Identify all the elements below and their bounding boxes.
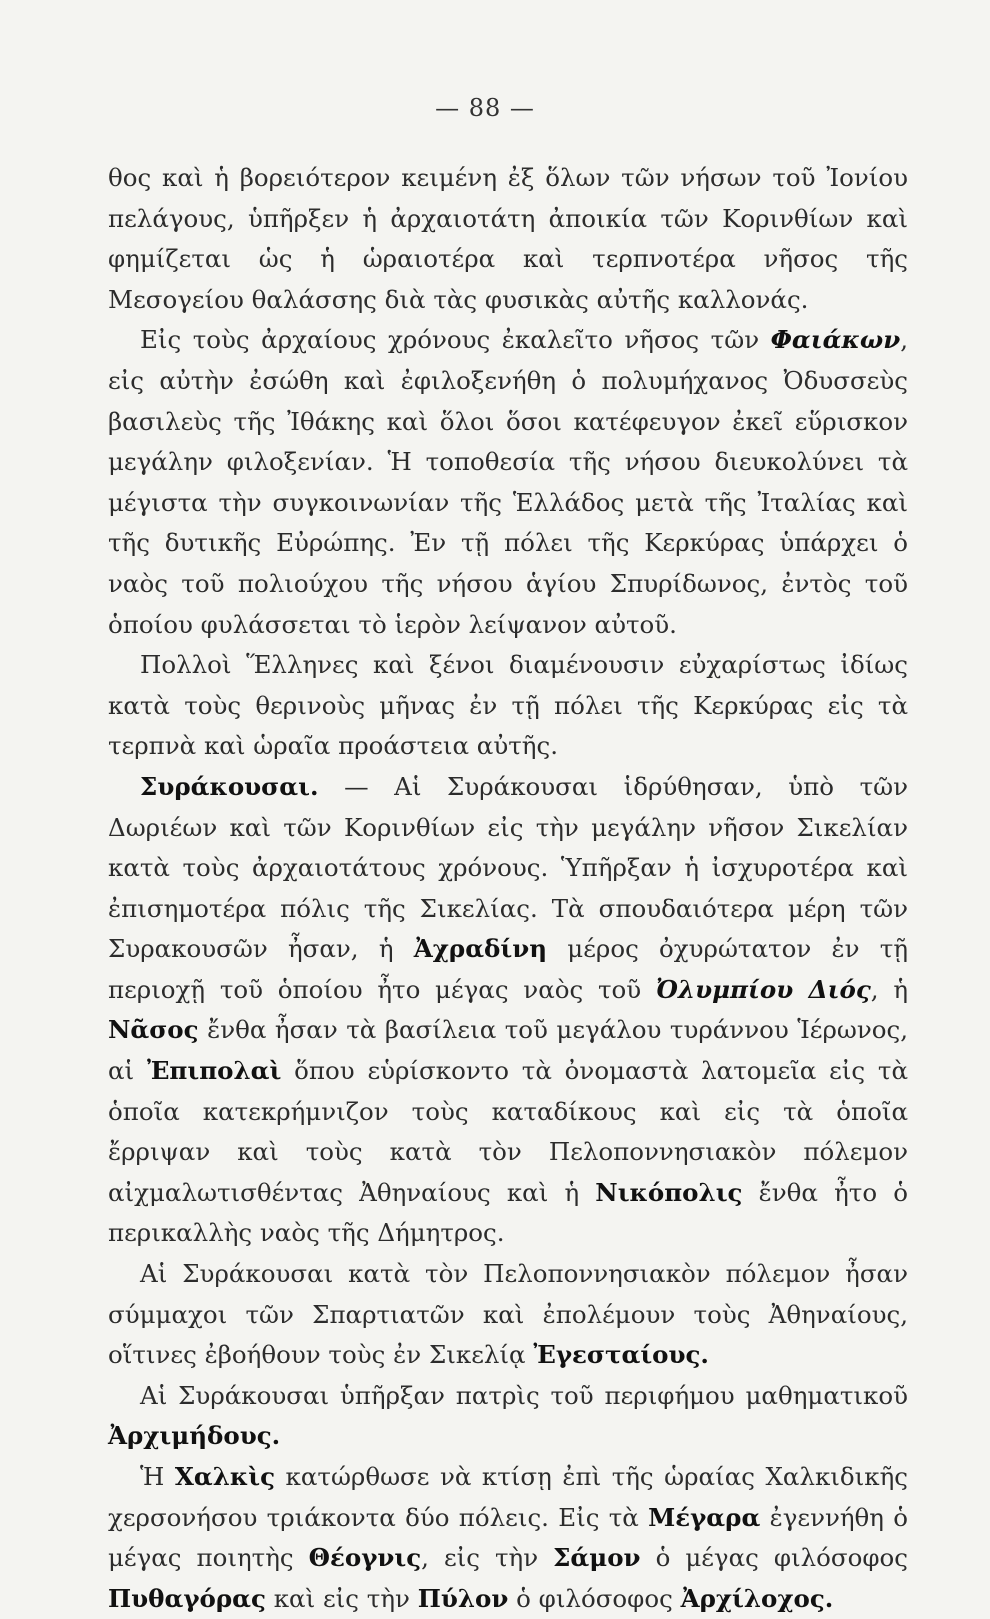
emphasized-term: Χαλκὶς <box>174 1462 276 1491</box>
emphasized-term: Συράκουσαι. <box>140 771 319 801</box>
emphasized-term: Νικόπολις <box>595 1177 743 1207</box>
text-run: , εἰς τὴν <box>421 1543 554 1573</box>
text-run: , εἰς αὐτὴν ἐσώθη καὶ ἐφιλοξενήθη ὁ πολυμήχανος Ὀδυσσεὺς βασιλεὺς τῆς Ἰθάκης καὶ ὅλοι ὅσοι κατέφευγον ἐκεῖ εὕρισκον μεγάλην φιλοξενίαν. Ἡ τοποθεσία τῆς νήσου διευκολύνει τὰ μέγιστα τὴν συγκοινωνίαν τῆς Ἑλλάδος μετὰ τῆς Ἰταλίας καὶ τῆς δυτικῆς Εὐρώπης. Ἐν τῇ πόλει τῆς Κερκύρας ὑπάρχει ὁ ναὸς τοῦ πολιούχου τῆς νήσου ἁγίου Σπυρίδωνος, ἐντὸς τοῦ ὁποίου φυλάσσεται τὸ ἱερὸν λείψανον αὐτοῦ. <box>108 325 908 639</box>
paragraph <box>108 767 908 1254</box>
paragraph <box>108 1254 908 1376</box>
text-run: Πολλοὶ Ἕλληνες καὶ ξένοι διαμένουσιν εὐχαρίστως ἰδίως κατὰ τοὺς θερινοὺς μῆνας ἐν τῇ πόλει τῆς Κερκύρας εἰς τὰ τερπνὰ καὶ ὡραῖα προάστεια αὐτῆς. <box>108 650 908 761</box>
emphasized-term: Μέγαρα <box>648 1502 761 1532</box>
paragraph <box>108 158 908 320</box>
text-run: , ἡ <box>870 974 908 1004</box>
text-run: ἔνθα ἦτο ὁ περικαλλὴς ναὸς τῆς Δήμητρος. <box>108 1177 909 1248</box>
emphasized-term: Φαιάκων <box>770 325 901 355</box>
text-run: Αἱ Συράκουσαι κατὰ τὸν Πελοποννησιακὸν πόλεμον ἦσαν σύμμαχοι τῶν Σπαρτιατῶν καὶ ἐπολέμουν τοὺς Ἀθηναίους, οἵτινες ἐβοήθουν τοὺς ἐν Σικελίᾳ <box>108 1259 908 1370</box>
emphasized-term: Ἐγεσταίους. <box>533 1340 709 1370</box>
emphasized-term: Ἀχραδίνη <box>413 934 548 964</box>
text-run: καὶ εἰς τὴν <box>265 1583 418 1613</box>
paragraph <box>108 320 908 645</box>
text-run: — Αἱ Συράκουσαι ἱδρύθησαν, ὑπὸ τῶν Δωριέων καὶ τῶν Κορινθίων εἰς τὴν μεγάλην νῆσον Σικελίαν κατὰ τοὺς ἀρχαιοτάτους χρόνους. Ὑπῆρξαν ἡ ἰσχυροτέρα καὶ ἐπισημοτέρα πόλις τῆς Σικελίας. Τὰ σπουδαιότερα μέρη τῶν Συρακουσῶν ἦσαν, ἡ <box>108 771 908 964</box>
emphasized-term: Ἀρχίλοχος. <box>680 1583 834 1613</box>
emphasized-term: Πυθαγόρας <box>108 1583 266 1613</box>
emphasized-term: Σάμον <box>553 1543 641 1573</box>
paragraph <box>108 645 908 767</box>
text-run: ὅπου εὑρίσκοντο τὰ ὀνομαστὰ λατομεῖα εἰς τὰ ὁποῖα κατεκρήμνιζον τοὺς καταδίκους καὶ εἰς τὰ ὁποῖα ἔρριψαν καὶ τοὺς κατὰ τὸν Πελοποννησιακὸν πόλεμον αἰχμαλωτισθέντας Ἀθηναίους καὶ ἡ <box>108 1056 908 1207</box>
text-run: μέρος ὀχυρώτατον ἐν τῇ περιοχῇ τοῦ ὁποίου ἦτο μέγας ναὸς τοῦ <box>108 934 908 1004</box>
text-run: Ἡ <box>140 1462 175 1491</box>
body-text <box>108 158 908 1619</box>
paragraph <box>108 1376 908 1457</box>
emphasized-term: Ἐπιπολαὶ <box>146 1056 282 1086</box>
text-run: ἔνθα ἦσαν τὰ βασίλεια τοῦ μεγάλου τυράννου Ἱέρωνος, αἱ <box>108 1015 908 1086</box>
text-run: Αἱ Συράκουσαι ὑπῆρξαν πατρὶς τοῦ περιφήμου μαθηματικοῦ <box>140 1380 908 1410</box>
emphasized-term: Ὀλυμπίου Διός <box>655 974 871 1004</box>
text-run: ἐγεννήθη ὁ μέγας ποιητὴς <box>108 1502 909 1573</box>
emphasized-term: Πύλον <box>417 1583 509 1613</box>
page-number: — 88 — <box>435 94 535 122</box>
emphasized-term: Νᾶσος <box>108 1015 199 1045</box>
emphasized-term: Ἀρχιμήδους. <box>108 1421 281 1451</box>
text-run: κατώρθωσε νὰ κτίσῃ ἐπὶ τῆς ὡραίας Χαλκιδικῆς χερσονήσου τριάκοντα δύο πόλεις. Εἰς τὰ <box>108 1462 908 1532</box>
text-run: ὁ φιλόσοφος <box>508 1583 681 1613</box>
paragraph <box>108 1457 908 1619</box>
emphasized-term: Θέογνις <box>308 1543 422 1573</box>
text-run: ὁ μέγας φιλόσοφος <box>640 1543 908 1573</box>
text-run: Εἰς τοὺς ἀρχαίους χρόνους ἐκαλεῖτο νῆσος τῶν <box>140 325 771 355</box>
text-run: θος καὶ ἡ βορειότερον κειμένη ἐξ ὅλων τῶν νήσων τοῦ Ἰονίου πελάγους, ὑπῆρξεν ἡ ἀρχαιοτάτη ἀποικία τῶν Κορινθίων καὶ φημίζεται ὡς ἡ ὡραιοτέρα καὶ τερπνοτέρα νῆσος τῆς Μεσογείου θαλάσσης διὰ τὰς φυσικὰς αὐτῆς καλλονάς. <box>108 163 908 314</box>
